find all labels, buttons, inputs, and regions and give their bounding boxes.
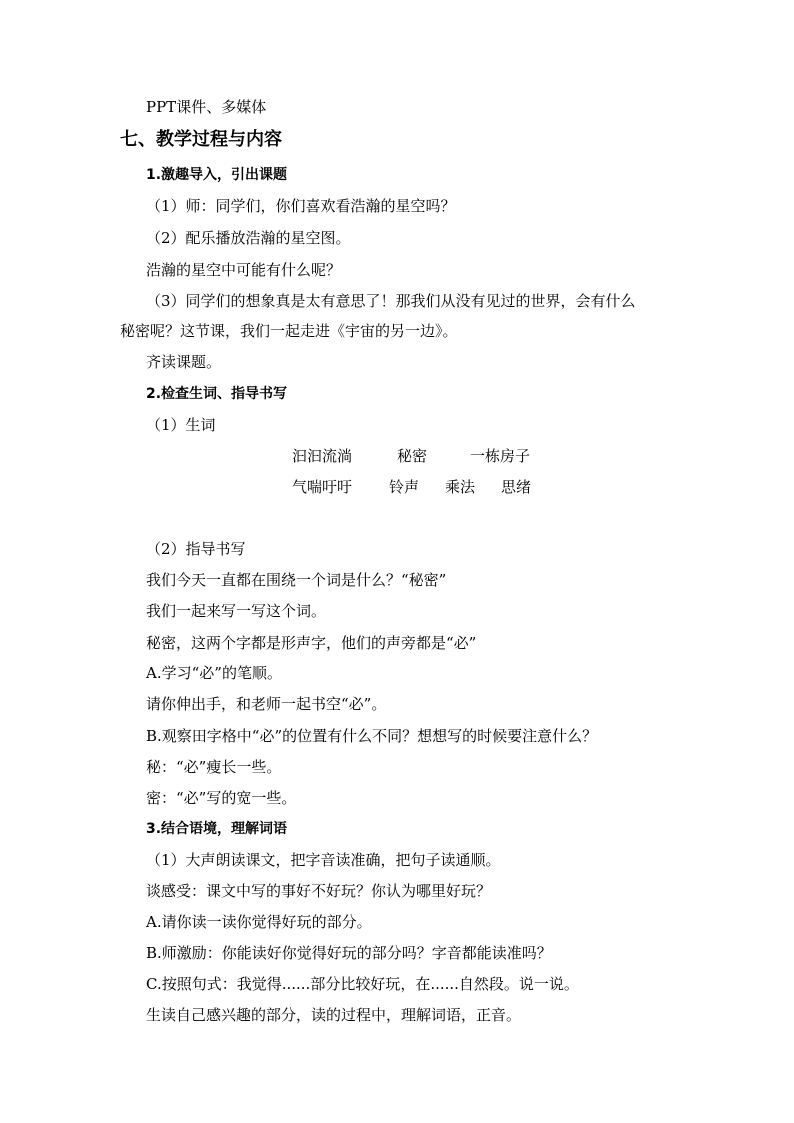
part2-line5: 请你伸出手，和老师一起书空“必”。 <box>146 695 387 713</box>
part1-line4a: （3）同学们的想象真是太有意思了！那我们从没有见过的世界，会有什么 <box>146 292 636 310</box>
part1-line1: （1）师：同学们，你们喜欢看浩瀚的星空吗？ <box>146 197 456 215</box>
part2-line8: 密：“必”写的宽一些。 <box>146 789 297 807</box>
part3-heading: 3.结合语境，理解词语 <box>146 821 288 837</box>
part3-line2: 谈感受：课文中写的事好不好玩？你认为哪里好玩？ <box>146 882 492 900</box>
part1-heading: 1.激趣导入，引出课题 <box>146 167 288 183</box>
part2-line6: B.观察田字格中“必”的位置有什么不同？想想写的时候要注意什么？ <box>146 727 598 745</box>
part3-line5: C.按照句式：我觉得......部分比较好玩，在......自然段。说一说。 <box>146 975 579 993</box>
part2-line1: 我们今天一直都在围绕一个词是什么？“秘密” <box>146 571 447 589</box>
vocab-word: 一栋房子 <box>470 447 531 465</box>
materials-line: PPT课件、多媒体 <box>146 98 267 116</box>
vocab-word: 乘法 <box>445 478 476 496</box>
vocab-row-2 <box>0 477 794 497</box>
vocab-word: 思绪 <box>501 478 532 496</box>
part1-line2: （2）配乐播放浩瀚的星空图。 <box>146 229 351 247</box>
part2-vocab-subheading: （1）生词 <box>146 416 216 434</box>
part3-line4: B.师激励：你能读好你觉得好玩的部分吗？字音都能读准吗？ <box>146 944 552 962</box>
part2-writing-subheading: （2）指导书写 <box>146 540 246 558</box>
part2-heading: 2.检查生词、指导书写 <box>146 386 288 402</box>
part1-line4b: 秘密呢？这节课，我们一起走进《宇宙的另一边》。 <box>120 322 458 340</box>
part1-line5: 齐读课题。 <box>146 353 222 371</box>
vocab-row-1 <box>0 446 794 466</box>
part3-line6: 生读自己感兴趣的部分，读的过程中，理解词语，正音。 <box>146 1006 522 1024</box>
vocab-word: 铃声 <box>389 478 420 496</box>
part1-line3: 浩瀚的星空中可能有什么呢？ <box>146 261 342 279</box>
vocab-word: 秘密 <box>397 447 428 465</box>
part2-line7: 秘：“必”瘦长一些。 <box>146 758 282 776</box>
vocab-word: 汩汩流淌 <box>292 447 353 465</box>
vocab-word: 气喘吁吁 <box>292 478 353 496</box>
part3-line1: （1）大声朗读课文，把字音读准确，把句子读通顺。 <box>146 851 501 869</box>
part2-line3: 秘密，这两个字都是形声字，他们的声旁都是“必” <box>146 634 477 652</box>
part3-line3: A.请你读一读你觉得好玩的部分。 <box>146 913 372 931</box>
part2-line2: 我们一起来写一写这个词。 <box>146 602 327 620</box>
part2-line4: A.学习“必”的笔顺。 <box>146 664 282 682</box>
section-title-teaching-process: 七、教学过程与内容 <box>120 129 282 150</box>
